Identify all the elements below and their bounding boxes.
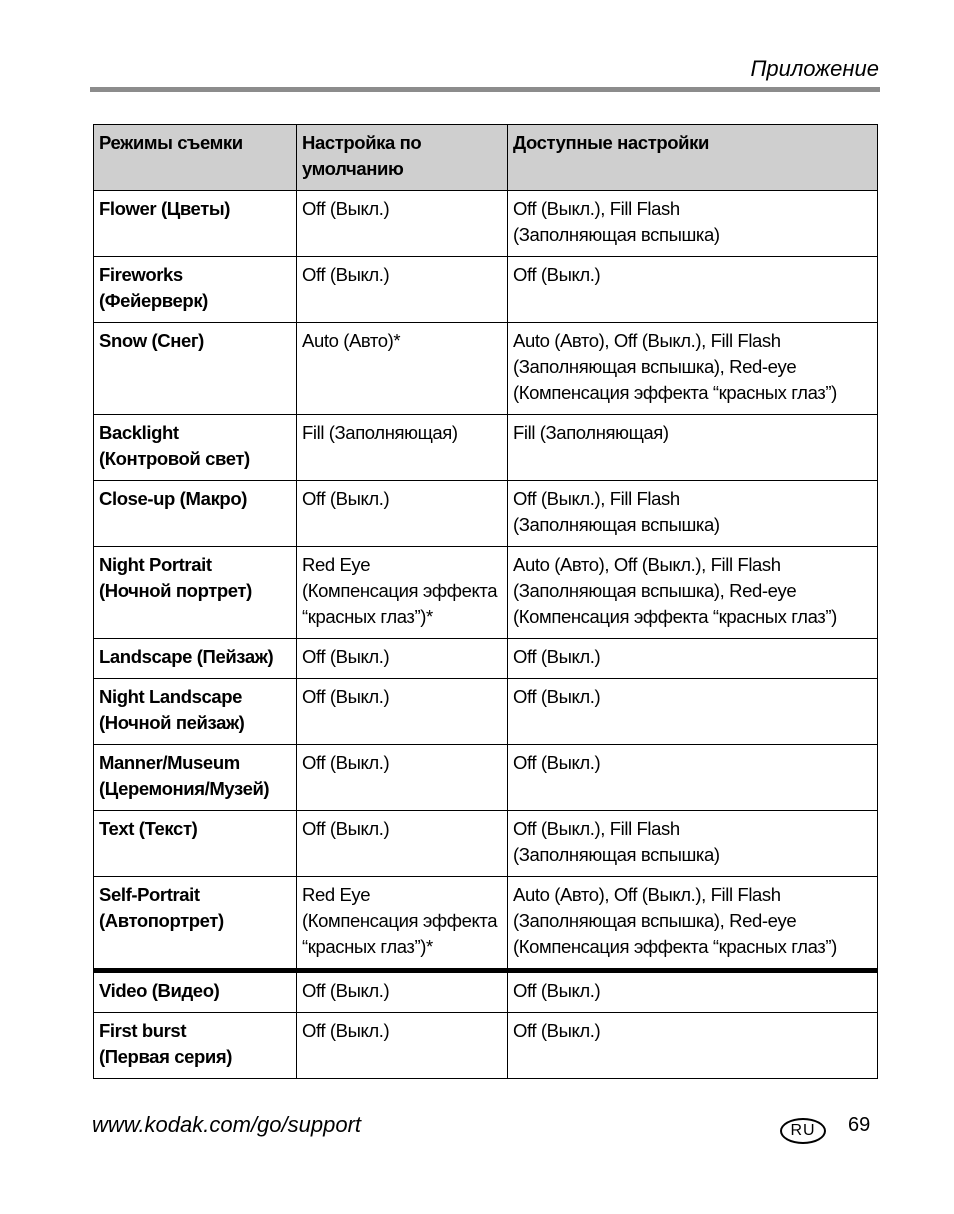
table-row: [94, 971, 878, 1013]
mode-cell: Close-up (Макро): [94, 481, 297, 547]
default-cell: Off (Выкл.): [297, 639, 508, 679]
mode-cell: First burst (Первая серия): [94, 1013, 297, 1079]
available-cell: Off (Выкл.), Fill Flash (Заполняющая вспышка): [508, 811, 878, 877]
column-header-mode: Режимы съемки: [94, 125, 297, 191]
mode-cell: Text (Текст): [94, 811, 297, 877]
available-cell: Off (Выкл.): [508, 745, 878, 811]
table-row: [94, 877, 878, 971]
available-cell: Off (Выкл.): [508, 257, 878, 323]
mode-cell: Snow (Снег): [94, 323, 297, 415]
available-cell: Fill (Заполняющая): [508, 415, 878, 481]
mode-cell: Backlight (Контровой свет): [94, 415, 297, 481]
table-row: [94, 323, 878, 415]
mode-cell: Flower (Цветы): [94, 191, 297, 257]
available-cell: Auto (Авто), Off (Выкл.), Fill Flash (Заполняющая вспышка), Red-eye (Компенсация эффекта “красных глаз”): [508, 547, 878, 639]
table-row: [94, 1013, 878, 1079]
column-header-available: Доступные настройки: [508, 125, 878, 191]
available-cell: Off (Выкл.): [508, 639, 878, 679]
table-row: [94, 191, 878, 257]
table-row: [94, 811, 878, 877]
default-cell: Off (Выкл.): [297, 971, 508, 1013]
default-cell: Off (Выкл.): [297, 257, 508, 323]
default-cell: Red Eye (Компенсация эффекта “красных глаз”)*: [297, 547, 508, 639]
table-row: [94, 257, 878, 323]
table-row: [94, 639, 878, 679]
table-row: [94, 415, 878, 481]
flash-settings-table: [93, 124, 878, 1079]
default-cell: Off (Выкл.): [297, 745, 508, 811]
table-row: [94, 679, 878, 745]
table-row: [94, 745, 878, 811]
available-cell: Off (Выкл.), Fill Flash (Заполняющая вспышка): [508, 481, 878, 547]
available-cell: Off (Выкл.): [508, 679, 878, 745]
language-badge: RU: [780, 1118, 826, 1144]
column-header-default: Настройка по умолчанию: [297, 125, 508, 191]
default-cell: Off (Выкл.): [297, 1013, 508, 1079]
available-cell: Auto (Авто), Off (Выкл.), Fill Flash (Заполняющая вспышка), Red-eye (Компенсация эффекта “красных глаз”): [508, 323, 878, 415]
table-row: [94, 547, 878, 639]
mode-cell: Night Landscape (Ночной пейзаж): [94, 679, 297, 745]
default-cell: Off (Выкл.): [297, 679, 508, 745]
default-cell: Auto (Авто)*: [297, 323, 508, 415]
page-number: 69: [848, 1114, 871, 1136]
support-url: www.kodak.com/go/support: [92, 1112, 362, 1137]
mode-cell: Manner/Museum (Церемония/Музей): [94, 745, 297, 811]
table-header-row: [94, 125, 878, 191]
available-cell: Off (Выкл.), Fill Flash (Заполняющая вспышка): [508, 191, 878, 257]
available-cell: Off (Выкл.): [508, 1013, 878, 1079]
mode-cell: Landscape (Пейзаж): [94, 639, 297, 679]
mode-cell: Fireworks (Фейерверк): [94, 257, 297, 323]
default-cell: Off (Выкл.): [297, 191, 508, 257]
table-row: [94, 481, 878, 547]
available-cell: Off (Выкл.): [508, 971, 878, 1013]
mode-cell: Night Portrait (Ночной портрет): [94, 547, 297, 639]
default-cell: Off (Выкл.): [297, 481, 508, 547]
default-cell: Off (Выкл.): [297, 811, 508, 877]
mode-cell: Video (Видео): [94, 971, 297, 1013]
header-rule: [90, 87, 880, 92]
mode-cell: Self-Portrait (Автопортрет): [94, 877, 297, 971]
page-header-title: Приложение: [750, 56, 879, 81]
default-cell: Fill (Заполняющая): [297, 415, 508, 481]
available-cell: Auto (Авто), Off (Выкл.), Fill Flash (Заполняющая вспышка), Red-eye (Компенсация эффекта “красных глаз”): [508, 877, 878, 971]
default-cell: Red Eye (Компенсация эффекта “красных глаз”)*: [297, 877, 508, 971]
